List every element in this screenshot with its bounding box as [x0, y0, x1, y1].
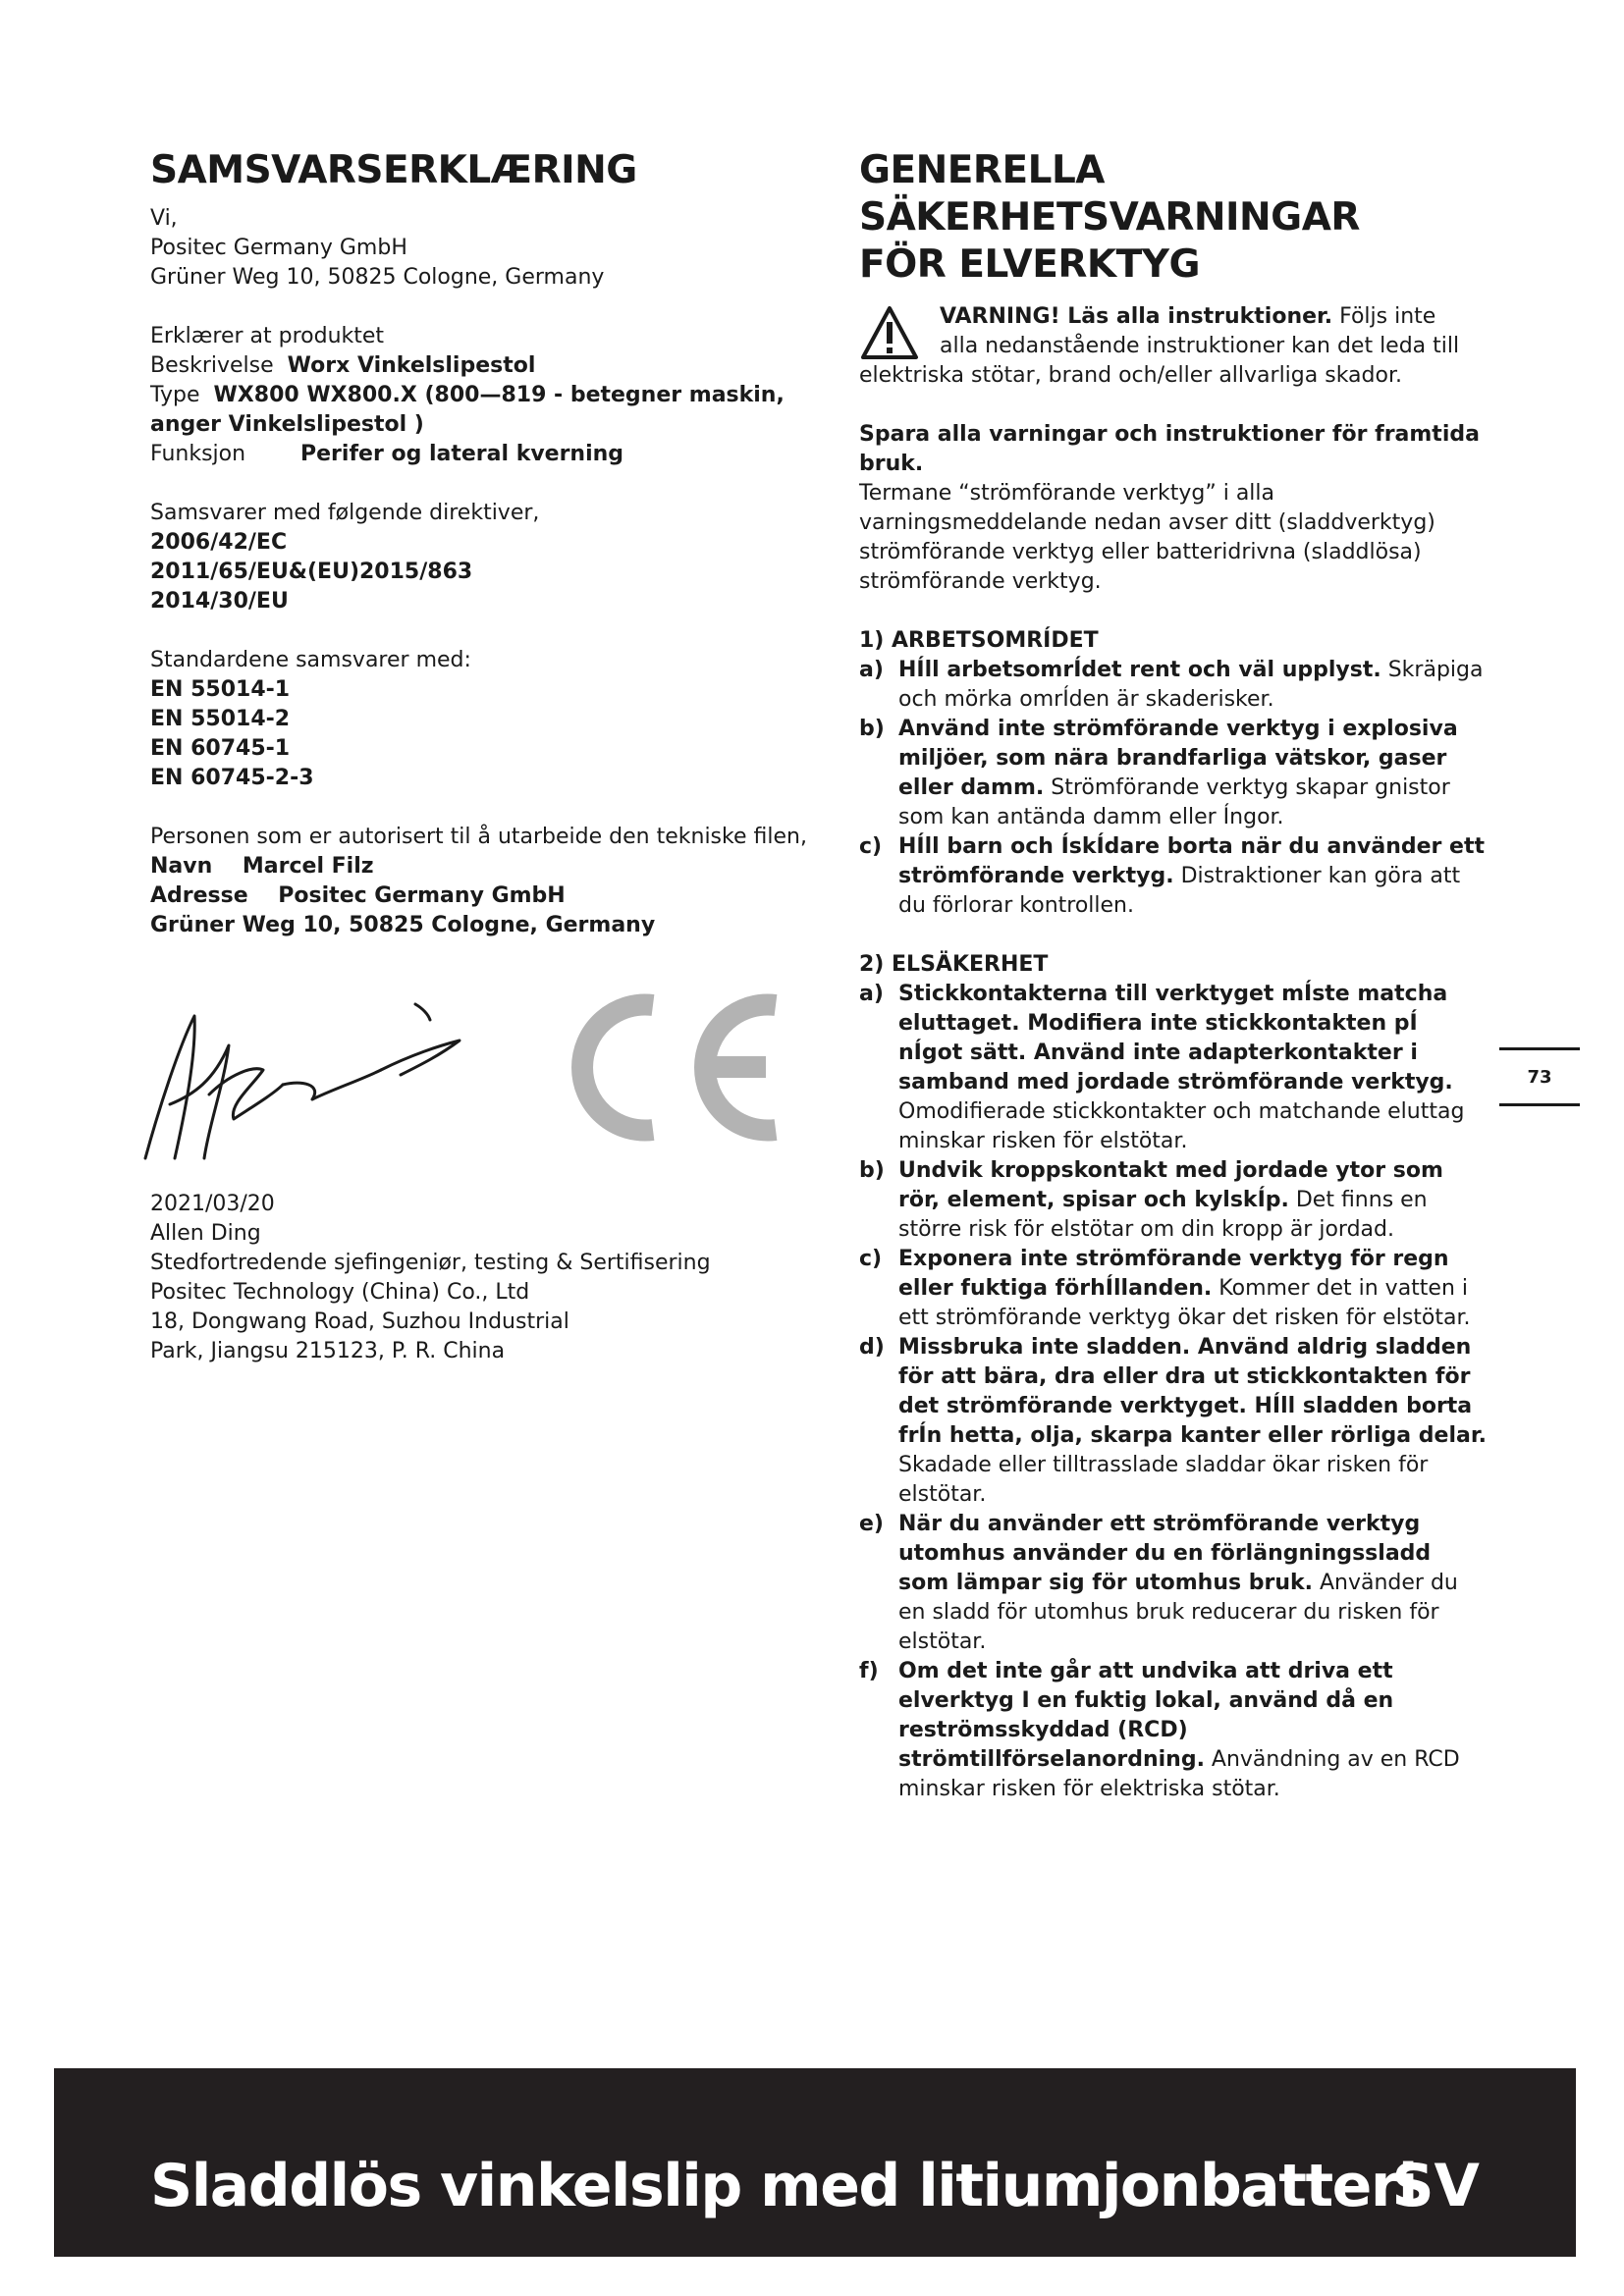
warning-text: Följs inte [1339, 304, 1436, 329]
item-text: Omodifierade stickkontakter och matchande eluttag minskar risken för elstötar. [898, 1099, 1465, 1153]
warning-block [859, 302, 1488, 391]
signatory-line: Allen Ding [150, 1221, 261, 1246]
list-item [859, 980, 1488, 1156]
type-value: WX800 WX800.X (800—819 - betegner maskin, [213, 383, 785, 407]
item-marker: a) [859, 982, 884, 1006]
list-item [859, 1333, 1488, 1510]
item-bold-text: Missbruka inte sladden. Använd aldrig sladden för att bära, dra eller dra ut stickkontakten för det strömförande verktyget. HÍll sladden borta frÍn hetta, olja, skarpa kanter eller rörliga delar. [898, 1335, 1487, 1448]
declaration-column [150, 147, 818, 940]
signatory-line: 18, Dongwang Road, Suzhou Industrial [150, 1309, 569, 1334]
item-body [898, 715, 1488, 832]
directive: 2011/65/EU&(EU)2015/863 [150, 560, 473, 584]
section-work-area [859, 626, 1488, 921]
signatory-block [150, 1190, 818, 1366]
declare-line: Erklærer at produktet [150, 324, 385, 348]
ce-mark-icon [555, 982, 790, 1153]
item-bold-text: Stickkontakterna till verktyget mÍste matcha eluttaget. Modifiera inte stickkontakten pÍ nÍgot sätt. Använd inte adapterkontakter i samband med jordade strömförande verktyg. [898, 982, 1453, 1095]
footer-bar [54, 2068, 1576, 2257]
name-label: Navn [150, 854, 213, 879]
warning-line: elektriska stötar, brand och/eller allvarliga skador. [859, 363, 1402, 388]
item-body [898, 1657, 1488, 1804]
name-row [150, 852, 818, 881]
warning-triangle-icon [859, 304, 920, 361]
intro-line: Positec Germany GmbH [150, 236, 407, 260]
type-label: Type [150, 383, 200, 407]
item-text: Användning av en RCD minskar risken för elektriska stötar. [898, 1747, 1460, 1801]
address-row [150, 881, 818, 911]
person-intro: Personen som er autorisert til å utarbeide den tekniske filen, [150, 825, 807, 849]
standard: EN 60745-1 [150, 736, 291, 761]
list-item [859, 1156, 1488, 1245]
item-body [898, 656, 1488, 715]
item-marker: f) [859, 1659, 879, 1683]
item-body [898, 1510, 1488, 1657]
safety-heading-line: GENERELLA [859, 148, 1105, 192]
item-bold-text: När du använder ett strömförande verktyg utomhus använder du en förlängningssladd som lämpar sig för utomhus bruk. [898, 1512, 1432, 1595]
item-bold-text: HÍll arbetsomrÍdet rent och väl upplyst. [898, 658, 1381, 682]
type-value-cont: anger Vinkelslipestol ) [150, 412, 424, 437]
safety-heading-line: SÄKERHETSVARNINGAR [859, 195, 1360, 240]
safety-heading-line: FÖR ELVERKTYG [859, 242, 1200, 287]
item-marker: b) [859, 717, 885, 741]
intro-line: Vi, [150, 206, 178, 231]
item-text: Kommer det in vatten i ett strömförande verktyg ökar det risken för elstötar. [898, 1276, 1471, 1330]
section-title: 1) ARBETSOMRÍDET [859, 628, 1099, 653]
footer-title: Sladdlös vinkelslip med litiumjonbatteri [150, 2152, 1417, 2220]
list-item [859, 1245, 1488, 1333]
signatory-line: Positec Technology (China) Co., Ltd [150, 1280, 530, 1305]
item-bold-text: HÍll barn och ÍskÍdare borta när du använder ett strömförande verktyg. [898, 834, 1486, 888]
address-value: Positec Germany GmbH [278, 883, 566, 908]
item-bold-text: Om det inte går att undvika att driva ett elverktyg I en fuktig lokal, använd då en reströmsskyddad (RCD) strömtillförselanordning. [898, 1659, 1394, 1772]
list-item [859, 832, 1488, 921]
signatory-line: 2021/03/20 [150, 1192, 275, 1216]
warning-line [859, 302, 1488, 332]
item-bold-text: Använd inte strömförande verktyg i explosiva miljöer, som nära brandfarliga vätskor, gaser eller damm. [898, 717, 1458, 800]
directive: 2014/30/EU [150, 589, 289, 614]
item-text: Använder du en sladd för utomhus bruk reducerar du risken för elstötar. [898, 1571, 1458, 1654]
item-body [898, 1156, 1488, 1245]
intro-line: Grüner Weg 10, 50825 Cologne, Germany [150, 265, 605, 290]
footer-language: SV [1391, 2152, 1480, 2220]
item-text: Strömförande verktyg skapar gnistor som kan antända damm eller Íngor. [898, 775, 1450, 829]
standards-intro: Standardene samsvarer med: [150, 648, 471, 672]
function-label: Funksjon [150, 442, 246, 466]
save-instructions: Spara alla varningar och instruktioner för framtida bruk. [859, 422, 1480, 476]
function-value: Perifer og lateral kverning [300, 442, 624, 466]
signature-image [135, 987, 509, 1173]
item-marker: a) [859, 658, 884, 682]
list-item [859, 1510, 1488, 1657]
item-text: Skräpiga och mörka omrÍden är skaderisker. [898, 658, 1484, 712]
item-marker: d) [859, 1335, 885, 1360]
address-value-cont: Grüner Weg 10, 50825 Cologne, Germany [150, 913, 656, 937]
standard: EN 55014-1 [150, 677, 291, 702]
description-value: Worx Vinkelslipestol [287, 353, 536, 378]
name-value: Marcel Filz [242, 854, 374, 879]
description-label: Beskrivelse [150, 353, 274, 378]
warning-bold: VARNING! Läs alla instruktioner. [940, 304, 1333, 329]
item-marker: b) [859, 1158, 885, 1183]
description-row [150, 351, 818, 381]
declaration-heading: SAMSVARSERKLÆRING [150, 148, 637, 192]
signatory-line: Stedfortredende sjefingeniør, testing & Sertifisering [150, 1251, 711, 1275]
section-title: 2) ELSÄKERHET [859, 952, 1049, 977]
list-item [859, 715, 1488, 832]
item-text: Skadade eller tilltrasslade sladdar ökar risken för elstötar. [898, 1453, 1429, 1507]
signatory-line: Park, Jiangsu 215123, P. R. China [150, 1339, 506, 1363]
item-bold-text: Exponera inte strömförande verktyg för regn eller fuktiga förhÍllanden. [898, 1247, 1449, 1301]
item-bold-text: Undvik kroppskontakt med jordade ytor som rör, element, spisar och kylskÍp. [898, 1158, 1443, 1212]
directive: 2006/42/EC [150, 530, 288, 555]
item-text: Distraktioner kan göra att du förlorar kontrollen. [898, 864, 1461, 918]
function-row [150, 440, 818, 469]
standard: EN 60745-2-3 [150, 766, 314, 790]
standard: EN 55014-2 [150, 707, 291, 731]
item-marker: c) [859, 834, 883, 859]
item-body [898, 832, 1488, 921]
type-row [150, 381, 818, 410]
item-marker: e) [859, 1512, 884, 1536]
page-number: 73 [1499, 1047, 1580, 1106]
warning-line: alla nedanstående instruktioner kan det leda till [940, 334, 1460, 358]
address-label: Adresse [150, 883, 248, 908]
term-definition: Termane “strömförande verktyg” i alla varningsmeddelande nedan avser ditt (sladdverktyg) strömförande verktyg eller batteridrivna (sladdlösa) strömförande verktyg. [859, 481, 1435, 594]
item-marker: c) [859, 1247, 883, 1271]
item-body [898, 980, 1488, 1156]
list-item [859, 656, 1488, 715]
item-text: Det finns en större risk för elstötar om din kropp är jordad. [898, 1188, 1428, 1242]
safety-column [859, 147, 1488, 1804]
item-body [898, 1245, 1488, 1333]
directives-intro: Samsvarer med følgende direktiver, [150, 501, 540, 525]
section-electrical-safety [859, 950, 1488, 1804]
item-body [898, 1333, 1488, 1510]
list-item [859, 1657, 1488, 1804]
